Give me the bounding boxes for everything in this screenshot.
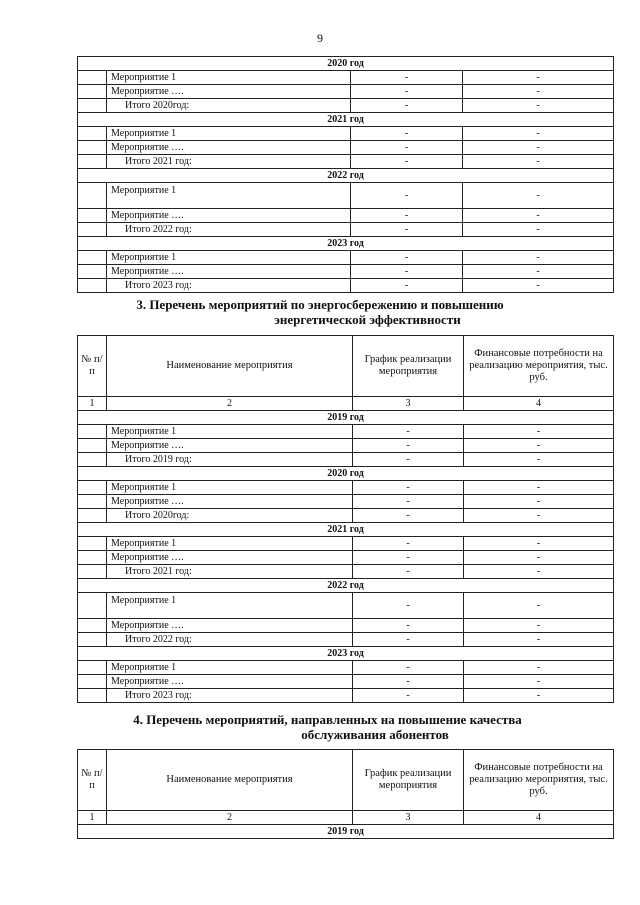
cell-schedule: -	[351, 209, 463, 223]
year-row	[78, 579, 614, 593]
year-row	[78, 523, 614, 537]
cell-num	[78, 509, 107, 523]
cell-finance: -	[464, 551, 614, 565]
cell-finance: -	[464, 509, 614, 523]
col-header-finance: Финансовые потребности на реализацию мероприятия, тыс. руб.	[464, 336, 614, 397]
cell-num	[78, 565, 107, 579]
cell-finance: -	[464, 675, 614, 689]
cell-schedule: -	[353, 481, 464, 495]
col-header-num: № п/п	[78, 336, 107, 397]
year-heading: 2022 год	[78, 579, 614, 593]
cell-finance: -	[464, 537, 614, 551]
cell-num	[78, 689, 107, 703]
cell-schedule: -	[353, 619, 464, 633]
table-row	[78, 251, 614, 265]
col-number: 3	[353, 811, 464, 825]
year-heading: 2020 год	[78, 467, 614, 481]
cell-name: Мероприятие 1	[107, 71, 351, 85]
year-row	[78, 467, 614, 481]
cell-num	[78, 425, 107, 439]
cell-name: Мероприятие ….	[107, 495, 353, 509]
cell-name: Мероприятие 1	[107, 183, 351, 209]
table-row	[78, 481, 614, 495]
total-row	[78, 223, 614, 237]
cell-schedule: -	[351, 265, 463, 279]
col-number: 2	[107, 397, 353, 411]
cell-name: Мероприятие 1	[107, 127, 351, 141]
col-number: 3	[353, 397, 464, 411]
cell-name: Мероприятие ….	[107, 439, 353, 453]
cell-num	[78, 551, 107, 565]
cell-num	[78, 223, 107, 237]
cell-name: Мероприятие ….	[107, 209, 351, 223]
cell-schedule: -	[351, 223, 463, 237]
cell-num	[78, 279, 107, 293]
cell-schedule: -	[351, 155, 463, 169]
table-row	[78, 183, 614, 209]
table-row	[78, 619, 614, 633]
cell-finance: -	[463, 127, 614, 141]
total-row	[78, 565, 614, 579]
cell-schedule: -	[353, 593, 464, 619]
year-row	[78, 647, 614, 661]
cell-name: Мероприятие ….	[107, 141, 351, 155]
cell-schedule: -	[353, 537, 464, 551]
cell-num	[78, 85, 107, 99]
year-heading: 2023 год	[78, 237, 614, 251]
cell-name: Мероприятие ….	[107, 675, 353, 689]
cell-total-label: Итого 2021 год:	[107, 565, 353, 579]
cell-num	[78, 71, 107, 85]
table-row	[78, 661, 614, 675]
section3-title	[0, 297, 640, 327]
cell-num	[78, 633, 107, 647]
cell-finance: -	[464, 439, 614, 453]
cell-name: Мероприятие 1	[107, 593, 353, 619]
cell-schedule: -	[353, 509, 464, 523]
cell-name: Мероприятие 1	[107, 251, 351, 265]
year-row	[78, 411, 614, 425]
table-row	[78, 209, 614, 223]
section4-table	[77, 749, 614, 839]
cell-finance: -	[463, 85, 614, 99]
cell-schedule: -	[351, 85, 463, 99]
cell-num	[78, 481, 107, 495]
cell-total-label: Итого 2021 год:	[107, 155, 351, 169]
cell-name: Мероприятие ….	[107, 619, 353, 633]
cell-num	[78, 99, 107, 113]
cell-num	[78, 661, 107, 675]
table-row	[78, 675, 614, 689]
cell-name: Мероприятие 1	[107, 537, 353, 551]
year-heading: 2021 год	[78, 523, 614, 537]
cell-name: Мероприятие 1	[107, 425, 353, 439]
table-row	[78, 537, 614, 551]
total-row	[78, 633, 614, 647]
cell-num	[78, 619, 107, 633]
year-row	[78, 113, 614, 127]
cell-num	[78, 593, 107, 619]
table-row	[78, 265, 614, 279]
cell-name: Мероприятие 1	[107, 481, 353, 495]
table-row	[78, 127, 614, 141]
section4-title-line1: 4. Перечень мероприятий, направленных на повышение качества	[133, 712, 522, 727]
col-number: 4	[464, 811, 614, 825]
col-header-schedule: График реализации мероприятия	[353, 336, 464, 397]
cell-num	[78, 183, 107, 209]
cell-schedule: -	[351, 71, 463, 85]
total-row	[78, 453, 614, 467]
year-row	[78, 169, 614, 183]
cell-finance: -	[464, 593, 614, 619]
cell-finance: -	[463, 223, 614, 237]
cell-finance: -	[464, 633, 614, 647]
year-heading: 2019 год	[78, 825, 614, 839]
cell-finance: -	[464, 689, 614, 703]
total-row	[78, 99, 614, 113]
cell-num	[78, 209, 107, 223]
col-number: 2	[107, 811, 353, 825]
table-row	[78, 141, 614, 155]
cell-schedule: -	[351, 141, 463, 155]
cell-finance: -	[463, 209, 614, 223]
table-row	[78, 495, 614, 509]
section3-table	[77, 335, 614, 703]
cell-schedule: -	[353, 565, 464, 579]
col-number: 1	[78, 397, 107, 411]
cell-finance: -	[464, 661, 614, 675]
cell-num	[78, 265, 107, 279]
cell-finance: -	[463, 279, 614, 293]
col-number: 1	[78, 811, 107, 825]
table-row	[78, 71, 614, 85]
cell-total-label: Итого 2023 год:	[107, 279, 351, 293]
year-heading: 2021 год	[78, 113, 614, 127]
cell-total-label: Итого 2020год:	[107, 509, 353, 523]
year-row	[78, 825, 614, 839]
cell-num	[78, 675, 107, 689]
cell-finance: -	[464, 619, 614, 633]
cell-total-label: Итого 2022 год:	[107, 633, 353, 647]
cell-num	[78, 127, 107, 141]
cell-schedule: -	[353, 551, 464, 565]
cell-finance: -	[463, 141, 614, 155]
cell-finance: -	[464, 481, 614, 495]
year-row	[78, 237, 614, 251]
cell-finance: -	[464, 495, 614, 509]
table-row	[78, 425, 614, 439]
section3-title-line1: 3. Перечень мероприятий по энергосбережению и повышению	[136, 297, 504, 312]
cell-schedule: -	[353, 495, 464, 509]
cell-finance: -	[464, 425, 614, 439]
cell-finance: -	[464, 565, 614, 579]
year-heading: 2020 год	[78, 57, 614, 71]
cell-schedule: -	[351, 99, 463, 113]
total-row	[78, 509, 614, 523]
cell-schedule: -	[351, 279, 463, 293]
section4-title	[0, 712, 640, 742]
cell-schedule: -	[353, 689, 464, 703]
cell-num	[78, 495, 107, 509]
cell-schedule: -	[353, 661, 464, 675]
year-row	[78, 57, 614, 71]
col-header-schedule: График реализации мероприятия	[353, 750, 464, 811]
cell-name: Мероприятие 1	[107, 661, 353, 675]
cell-finance: -	[463, 251, 614, 265]
year-heading: 2023 год	[78, 647, 614, 661]
total-row	[78, 689, 614, 703]
cell-finance: -	[463, 183, 614, 209]
page-number: 9	[317, 31, 323, 45]
year-heading: 2022 год	[78, 169, 614, 183]
cell-finance: -	[463, 71, 614, 85]
col-header-name: Наименование мероприятия	[107, 336, 353, 397]
cell-schedule: -	[353, 425, 464, 439]
cell-total-label: Итого 2023 год:	[107, 689, 353, 703]
cell-name: Мероприятие ….	[107, 551, 353, 565]
cell-name: Мероприятие ….	[107, 85, 351, 99]
cell-total-label: Итого 2022 год:	[107, 223, 351, 237]
cell-finance: -	[463, 99, 614, 113]
cell-schedule: -	[351, 183, 463, 209]
cell-schedule: -	[353, 453, 464, 467]
section4-title-line2: обслуживания абонентов	[301, 727, 449, 742]
cell-num	[78, 155, 107, 169]
total-row	[78, 279, 614, 293]
table-row	[78, 593, 614, 619]
col-header-num: № п/п	[78, 750, 107, 811]
col-header-name: Наименование мероприятия	[107, 750, 353, 811]
top-table	[77, 56, 614, 293]
cell-total-label: Итого 2020год:	[107, 99, 351, 113]
cell-total-label: Итого 2019 год:	[107, 453, 353, 467]
cell-schedule: -	[351, 251, 463, 265]
cell-finance: -	[463, 155, 614, 169]
cell-num	[78, 439, 107, 453]
cell-num	[78, 141, 107, 155]
section3-title-line2: энергетической эффективности	[274, 312, 461, 327]
total-row	[78, 155, 614, 169]
cell-schedule: -	[351, 127, 463, 141]
cell-schedule: -	[353, 633, 464, 647]
cell-schedule: -	[353, 675, 464, 689]
cell-finance: -	[464, 453, 614, 467]
cell-num	[78, 537, 107, 551]
col-header-finance: Финансовые потребности на реализацию мероприятия, тыс. руб.	[464, 750, 614, 811]
year-heading: 2019 год	[78, 411, 614, 425]
table-row	[78, 551, 614, 565]
table-row	[78, 85, 614, 99]
cell-num	[78, 251, 107, 265]
table-row	[78, 439, 614, 453]
cell-num	[78, 453, 107, 467]
cell-schedule: -	[353, 439, 464, 453]
cell-name: Мероприятие ….	[107, 265, 351, 279]
cell-finance: -	[463, 265, 614, 279]
col-number: 4	[464, 397, 614, 411]
